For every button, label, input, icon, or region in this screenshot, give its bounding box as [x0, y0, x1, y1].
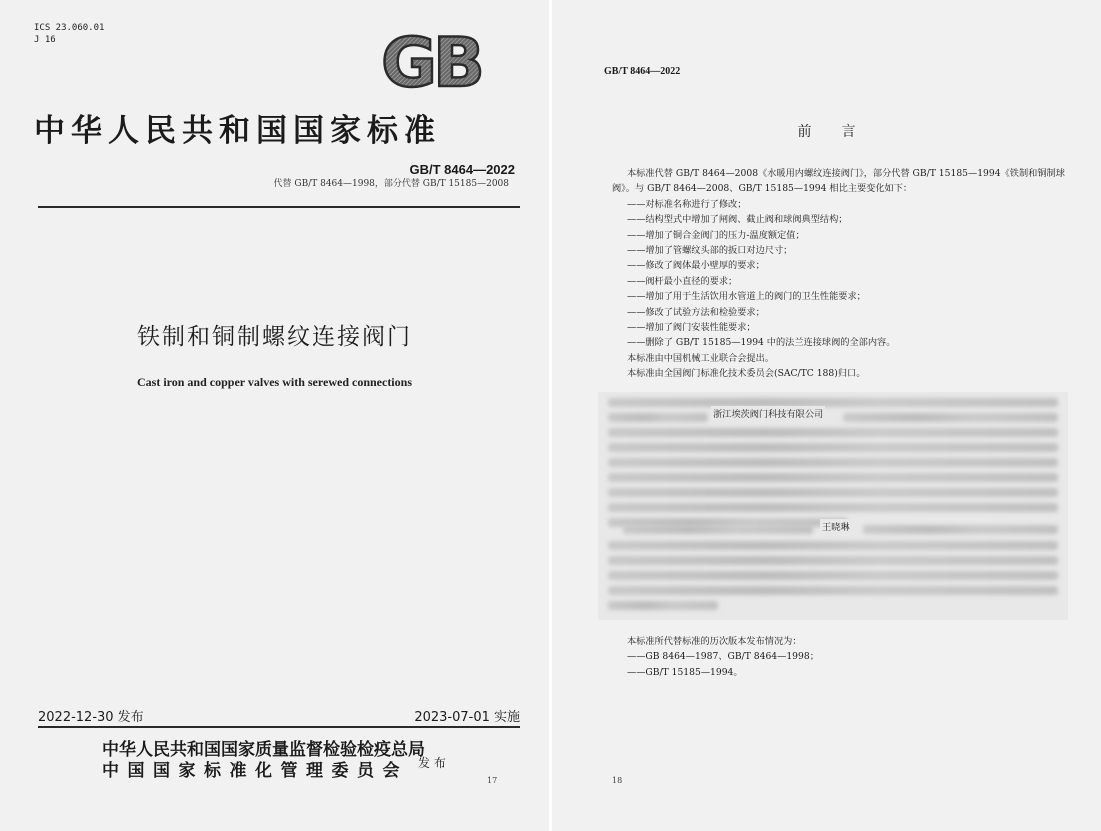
foreword-body	[612, 166, 1067, 382]
running-header: GB/T 8464—2022	[604, 66, 681, 77]
cover-page	[0, 0, 549, 831]
standard-number: GB/T 8464—2022	[409, 162, 515, 177]
svg-text:GB: GB	[381, 32, 481, 92]
replaces-note: 代替 GB/T 8464—1998，部分代替 GB/T 15185—2008	[273, 179, 509, 189]
intro-paragraph: 本标准代替 GB/T 8464—2008《水暖用内螺纹连接阀门》，部分代替 GB/T 15185—1994《铁制和铜制球阀》。与 GB/T 8464—2008、GB/T 15185—1994 相比主要变化如下：	[612, 168, 1065, 195]
change-item: ——结构型式中增加了闸阀、截止阀和球阀典型结构；	[627, 214, 848, 226]
gb-logo	[369, 32, 493, 92]
change-item: ——增加了管螺纹头部的扳口对边尺寸；	[627, 245, 793, 257]
proposed-by: 本标准由中国机械工业联合会提出。	[627, 352, 774, 364]
change-item: ——阀杆最小直径的要求；	[627, 275, 738, 287]
change-item: ——删除了 GB/T 15185—1994 中的法兰连接球阀的全部内容。	[627, 337, 896, 349]
page-number: 18	[612, 776, 623, 785]
bottom-rule	[38, 726, 520, 728]
top-rule	[38, 206, 520, 208]
change-item: ——增加了铜合金阀门的压力-温度额定值；	[627, 229, 805, 241]
ics-code: ICS 23.060.01 J 16	[34, 23, 105, 45]
change-item: ——增加了用于生活饮用水管道上的阀门的卫生性能要求；	[627, 291, 866, 303]
change-item: ——修改了阀体最小壁厚的要求；	[627, 260, 765, 272]
implementation-date: 2023-07-01 实施	[414, 710, 520, 725]
history-item: ——GB/T 15185—1994。	[627, 666, 743, 678]
history-item: ——GB 8464—1987、GB/T 8464—1998；	[627, 651, 819, 663]
foreword-heading: 前言	[797, 124, 886, 140]
blurred-drafters-block	[598, 392, 1068, 620]
page-number: 17	[487, 776, 498, 785]
change-item: ——增加了阀门安装性能要求；	[627, 322, 756, 334]
visible-company-name: 浙江埃茨阀门科技有限公司	[711, 406, 825, 420]
change-item: ——对标准名称进行了修改；	[627, 198, 747, 210]
publish-label: 发 布	[418, 756, 446, 770]
history-intro: 本标准所代替标准的历次版本发布情况为：	[627, 636, 802, 647]
visible-drafter-name: 王晓琳	[820, 519, 852, 533]
document-title-cn: 铁制和铜制螺纹连接阀门	[137, 324, 412, 350]
history-section	[612, 634, 819, 680]
foreword-page	[552, 0, 1101, 831]
issuing-authorities: 中华人民共和国国家质量监督检验检疫总局 中国国家标准化管理委员会	[102, 740, 425, 781]
national-standard-title: 中华人民共和国国家标准	[34, 113, 441, 149]
document-title-en: Cast iron and copper valves with serewed connections	[136, 375, 412, 389]
issue-date: 2022-12-30 发布	[38, 710, 144, 725]
centralized-by: 本标准由全国阀门标准化技术委员会(SAC/TC 188)归口。	[627, 368, 866, 380]
change-item: ——修改了试验方法和检验要求；	[627, 306, 765, 318]
